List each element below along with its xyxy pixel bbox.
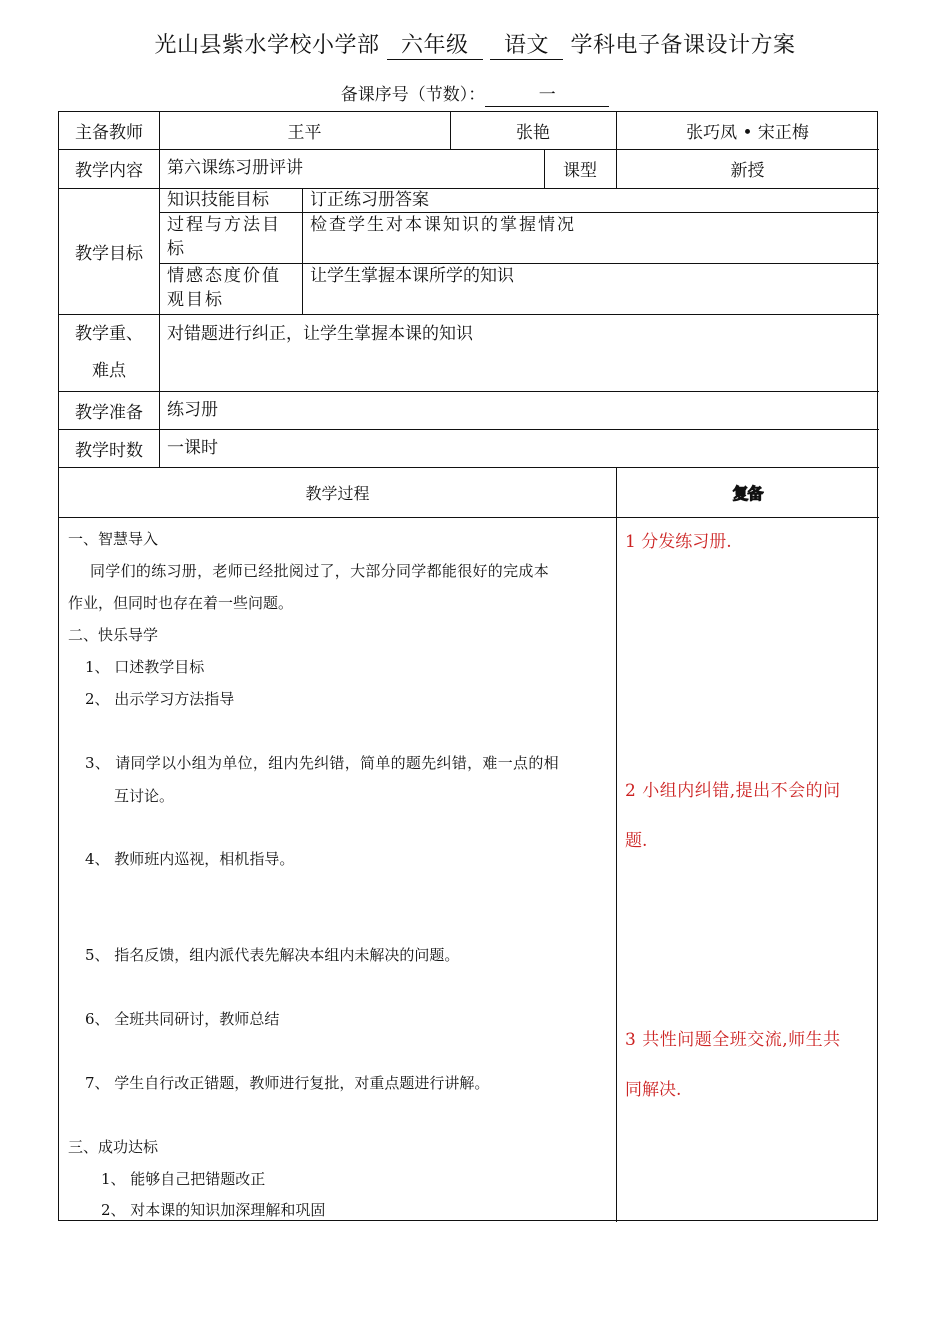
process-header: 教学过程 xyxy=(305,483,370,503)
step-3-line1: 3、 请同学以小组为单位，组内先纠错，简单的题先纠错，难一点的相 xyxy=(85,754,559,772)
key-points-value: 对错题进行纠正，让学生掌握本课的知识 xyxy=(167,324,473,344)
lesson-number-line xyxy=(0,80,950,107)
main-teacher-label: 主备教师 xyxy=(75,123,143,143)
goal-knowledge-label: 知识技能目标 xyxy=(167,190,269,210)
section-1-para-line2: 作业，但同时也存在着一些问题。 xyxy=(68,594,294,612)
section-1-para-line1: 同学们的练习册，老师已经批阅过了，大部分同学都能很好的完成本 xyxy=(90,562,550,580)
hours-value: 一课时 xyxy=(167,438,218,458)
lesson-number-label: 备课序号（节数）： xyxy=(340,85,486,105)
goal-attitude-label xyxy=(159,263,302,314)
step-2: 2、 出示学习方法指导 xyxy=(85,690,235,708)
review-note-2-line2: 题. xyxy=(625,831,648,851)
section-3-title: 三、成功达标 xyxy=(68,1138,159,1156)
teacher-1: 王平 xyxy=(287,123,322,143)
review-note-2-line1: 2 小组内纠错,提出不会的问 xyxy=(625,781,841,801)
key-points-label xyxy=(59,314,159,391)
content-value: 第六课练习册评讲 xyxy=(167,158,303,178)
step-5: 5、 指名反馈，组内派代表先解决本组内未解决的问题。 xyxy=(85,946,460,964)
section-1-title: 一、智慧导入 xyxy=(68,530,159,548)
teacher-3: 张巧凤 • 宋正梅 xyxy=(686,123,809,143)
step-3-line2: 互讨论。 xyxy=(114,787,175,805)
key-points-label-line2: 难点 xyxy=(92,361,126,381)
goal-attitude-value: 让学生掌握本课所学的知识 xyxy=(310,266,514,286)
teacher-2: 张艳 xyxy=(516,123,550,143)
type-value: 新授 xyxy=(730,161,765,181)
step-4: 4、 教师班内巡视，相机指导。 xyxy=(85,850,295,868)
document-title xyxy=(0,28,950,60)
title-suffix: 学科电子备课设计方案 xyxy=(570,33,796,58)
lesson-number-value: 一 xyxy=(485,84,609,107)
review-note-3-line2: 同解决. xyxy=(625,1080,682,1100)
step-6: 6、 全班共同研讨，教师总结 xyxy=(85,1010,280,1028)
prep-label: 教学准备 xyxy=(75,402,143,423)
goal-process-value: 检查学生对本课知识的掌握情况 xyxy=(310,215,576,235)
subject-field: 语文 xyxy=(490,33,563,60)
goals-label: 教学目标 xyxy=(75,243,143,264)
goal-process-label-line2: 标 xyxy=(167,239,186,259)
prep-value: 练习册 xyxy=(167,400,218,420)
step-7: 7、 学生自行改正错题，教师进行复批，对重点题进行讲解。 xyxy=(85,1074,490,1092)
goal-2: 2、 对本课的知识加深理解和巩固 xyxy=(101,1201,326,1219)
review-note-1: 1 分发练习册. xyxy=(625,532,732,552)
goal-process-label-line1: 过程与方法目 xyxy=(167,215,281,235)
content-label: 教学内容 xyxy=(75,161,143,181)
goal-process-label xyxy=(159,212,302,263)
goal-attitude-label-line1: 情感态度价值 xyxy=(167,266,281,286)
step-1: 1、 口述教学目标 xyxy=(85,658,205,676)
review-header: 复备 xyxy=(732,483,763,503)
lesson-plan-table xyxy=(58,111,878,1221)
section-2-title: 二、快乐导学 xyxy=(68,626,159,644)
review-note-3-line1: 3 共性问题全班交流,师生共 xyxy=(625,1030,841,1050)
goal-1: 1、 能够自己把错题改正 xyxy=(101,1170,266,1188)
hours-label: 教学时数 xyxy=(75,440,143,461)
goal-knowledge-value: 订正练习册答案 xyxy=(310,190,429,210)
key-points-label-line1: 教学重、 xyxy=(75,324,143,344)
school-name: 光山县紫水学校小学部 xyxy=(154,33,380,58)
type-label: 课型 xyxy=(563,161,597,181)
goal-attitude-label-line2: 观目标 xyxy=(167,290,224,310)
grade-field: 六年级 xyxy=(387,33,483,60)
